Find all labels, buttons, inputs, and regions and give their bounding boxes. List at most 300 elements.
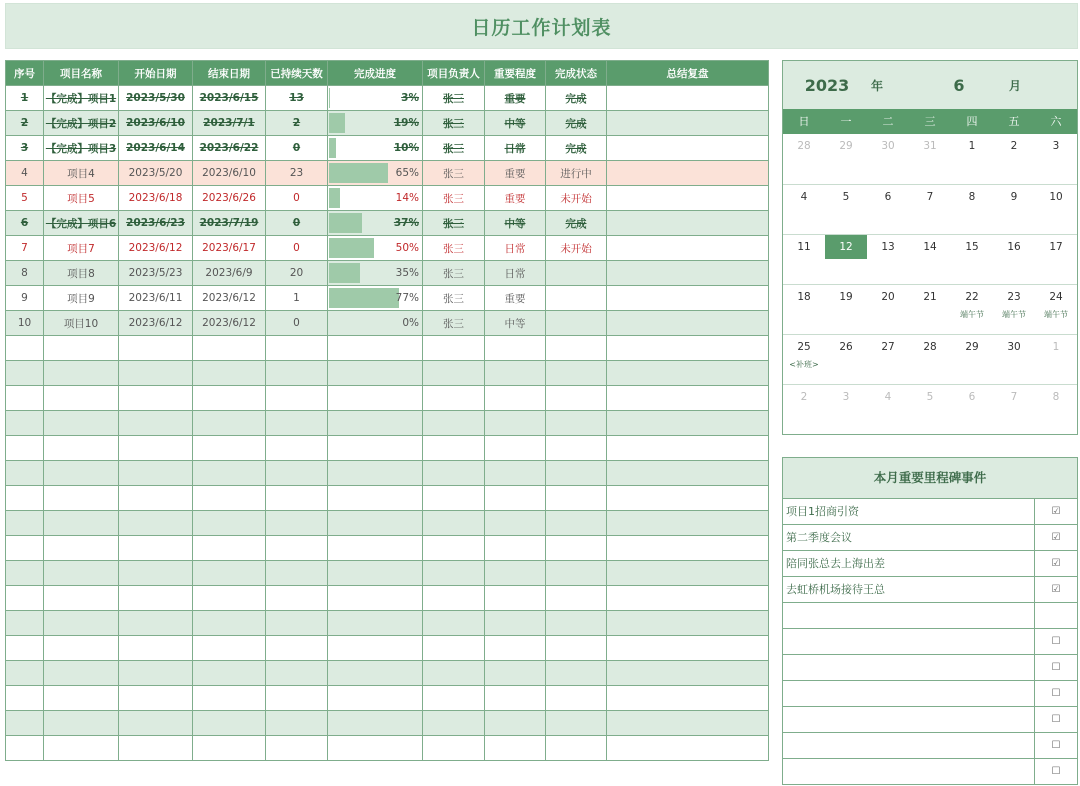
calendar-day[interactable] xyxy=(783,385,825,434)
empty-cell[interactable] xyxy=(266,536,328,561)
cell-end[interactable]: 2023/6/12 xyxy=(193,311,266,336)
table-row-empty[interactable] xyxy=(6,561,769,586)
empty-cell[interactable] xyxy=(266,736,328,761)
checked-checkbox-icon[interactable]: ☑ xyxy=(1051,506,1061,517)
empty-cell[interactable] xyxy=(266,636,328,661)
cell-status[interactable]: 完成 xyxy=(546,211,607,236)
empty-cell[interactable] xyxy=(546,486,607,511)
empty-cell[interactable] xyxy=(485,386,546,411)
empty-cell[interactable] xyxy=(6,736,44,761)
cell-end[interactable]: 2023/7/1 xyxy=(193,111,266,136)
cell-no[interactable]: 2 xyxy=(6,111,44,136)
cell-name[interactable]: 项目5 xyxy=(44,186,119,211)
empty-cell[interactable] xyxy=(193,711,266,736)
empty-cell[interactable] xyxy=(607,636,769,661)
calendar-day[interactable] xyxy=(825,134,867,184)
empty-cell[interactable] xyxy=(119,636,193,661)
empty-cell[interactable] xyxy=(607,486,769,511)
empty-cell[interactable] xyxy=(119,611,193,636)
empty-cell[interactable] xyxy=(485,636,546,661)
progress-cell[interactable] xyxy=(328,136,423,161)
empty-cell[interactable] xyxy=(266,511,328,536)
empty-cell[interactable] xyxy=(119,361,193,386)
table-row-empty[interactable] xyxy=(6,386,769,411)
empty-cell[interactable] xyxy=(6,361,44,386)
cell-no[interactable]: 5 xyxy=(6,186,44,211)
empty-cell[interactable] xyxy=(485,611,546,636)
empty-cell[interactable] xyxy=(6,336,44,361)
cell-end[interactable]: 2023/6/9 xyxy=(193,261,266,286)
empty-cell[interactable] xyxy=(6,461,44,486)
empty-cell[interactable] xyxy=(119,411,193,436)
empty-cell[interactable] xyxy=(607,336,769,361)
calendar-day[interactable] xyxy=(825,335,867,384)
cell-end[interactable]: 2023/6/12 xyxy=(193,286,266,311)
empty-cell[interactable] xyxy=(44,336,119,361)
calendar-day[interactable] xyxy=(1035,185,1077,234)
milestone-text[interactable] xyxy=(783,733,1035,758)
cell-start[interactable]: 2023/6/10 xyxy=(119,111,193,136)
cell-start[interactable]: 2023/6/23 xyxy=(119,211,193,236)
cell-end[interactable]: 2023/6/15 xyxy=(193,86,266,111)
calendar-day[interactable] xyxy=(825,385,867,434)
empty-cell[interactable] xyxy=(119,336,193,361)
cell-owner[interactable]: 张三 xyxy=(423,161,485,186)
table-row[interactable] xyxy=(6,111,769,136)
calendar-day[interactable] xyxy=(825,185,867,234)
calendar-day[interactable] xyxy=(909,235,951,284)
empty-cell[interactable] xyxy=(193,611,266,636)
calendar-day[interactable] xyxy=(909,335,951,384)
cell-status[interactable]: 未开始 xyxy=(546,236,607,261)
progress-cell[interactable] xyxy=(328,261,423,286)
empty-cell[interactable] xyxy=(423,636,485,661)
calendar-day[interactable] xyxy=(1035,385,1077,434)
table-row-empty[interactable] xyxy=(6,361,769,386)
cell-summary[interactable] xyxy=(607,211,769,236)
cell-summary[interactable] xyxy=(607,111,769,136)
empty-cell[interactable] xyxy=(6,686,44,711)
cell-start[interactable]: 2023/5/30 xyxy=(119,86,193,111)
cell-owner[interactable]: 张三 xyxy=(423,86,485,111)
table-row-empty[interactable] xyxy=(6,511,769,536)
empty-cell[interactable] xyxy=(607,461,769,486)
empty-cell[interactable] xyxy=(193,511,266,536)
empty-cell[interactable] xyxy=(485,711,546,736)
cell-end[interactable]: 2023/7/19 xyxy=(193,211,266,236)
empty-cell[interactable] xyxy=(423,611,485,636)
table-row[interactable] xyxy=(6,86,769,111)
empty-cell[interactable] xyxy=(6,536,44,561)
empty-cell[interactable] xyxy=(119,561,193,586)
cell-end[interactable]: 2023/6/22 xyxy=(193,136,266,161)
table-row-empty[interactable] xyxy=(6,686,769,711)
calendar-day[interactable] xyxy=(909,285,951,334)
empty-cell[interactable] xyxy=(44,436,119,461)
milestone-text[interactable] xyxy=(783,681,1035,706)
cell-name[interactable]: 项目10 xyxy=(44,311,119,336)
empty-cell[interactable] xyxy=(266,411,328,436)
empty-cell[interactable] xyxy=(44,586,119,611)
empty-cell[interactable] xyxy=(266,586,328,611)
checkbox-icon[interactable]: ☐ xyxy=(1051,688,1061,699)
cell-level[interactable]: 中等 xyxy=(485,211,546,236)
empty-cell[interactable] xyxy=(485,586,546,611)
empty-cell[interactable] xyxy=(607,361,769,386)
empty-cell[interactable] xyxy=(44,636,119,661)
empty-cell[interactable] xyxy=(485,736,546,761)
calendar-day[interactable] xyxy=(783,235,825,284)
progress-cell[interactable] xyxy=(328,311,423,336)
milestone-text[interactable] xyxy=(783,655,1035,680)
cell-start[interactable]: 2023/6/11 xyxy=(119,286,193,311)
checked-checkbox-icon[interactable]: ☑ xyxy=(1051,558,1061,569)
empty-cell[interactable] xyxy=(485,361,546,386)
table-row-empty[interactable] xyxy=(6,736,769,761)
empty-cell[interactable] xyxy=(193,586,266,611)
empty-cell[interactable] xyxy=(607,686,769,711)
empty-cell[interactable] xyxy=(485,536,546,561)
empty-cell[interactable] xyxy=(266,361,328,386)
empty-cell[interactable] xyxy=(328,436,423,461)
calendar-day[interactable] xyxy=(825,285,867,334)
empty-cell[interactable] xyxy=(485,511,546,536)
cell-owner[interactable]: 张三 xyxy=(423,186,485,211)
empty-cell[interactable] xyxy=(193,361,266,386)
empty-cell[interactable] xyxy=(193,486,266,511)
empty-cell[interactable] xyxy=(607,511,769,536)
cell-owner[interactable]: 张三 xyxy=(423,311,485,336)
empty-cell[interactable] xyxy=(44,561,119,586)
empty-cell[interactable] xyxy=(328,411,423,436)
table-row[interactable] xyxy=(6,236,769,261)
cell-name[interactable]: 【完成】项目1 xyxy=(44,86,119,111)
calendar-day[interactable] xyxy=(1035,134,1077,184)
calendar-day[interactable] xyxy=(867,285,909,334)
table-row-empty[interactable] xyxy=(6,461,769,486)
empty-cell[interactable] xyxy=(485,461,546,486)
cell-no[interactable]: 7 xyxy=(6,236,44,261)
empty-cell[interactable] xyxy=(546,336,607,361)
cell-start[interactable]: 2023/6/12 xyxy=(119,236,193,261)
checkbox-icon[interactable]: ☐ xyxy=(1051,740,1061,751)
empty-cell[interactable] xyxy=(423,486,485,511)
cell-start[interactable]: 2023/6/12 xyxy=(119,311,193,336)
empty-cell[interactable] xyxy=(193,386,266,411)
empty-cell[interactable] xyxy=(485,411,546,436)
calendar-day[interactable] xyxy=(1035,235,1077,284)
calendar-day[interactable] xyxy=(1035,335,1077,384)
cell-level[interactable]: 日常 xyxy=(485,261,546,286)
calendar-day[interactable] xyxy=(867,385,909,434)
empty-cell[interactable] xyxy=(193,411,266,436)
cell-start[interactable]: 2023/5/20 xyxy=(119,161,193,186)
empty-cell[interactable] xyxy=(423,461,485,486)
empty-cell[interactable] xyxy=(423,336,485,361)
table-row[interactable] xyxy=(6,311,769,336)
empty-cell[interactable] xyxy=(546,686,607,711)
empty-cell[interactable] xyxy=(44,411,119,436)
empty-cell[interactable] xyxy=(44,711,119,736)
checkbox-icon[interactable]: ☐ xyxy=(1051,714,1061,725)
cell-status[interactable]: 未开始 xyxy=(546,186,607,211)
empty-cell[interactable] xyxy=(485,686,546,711)
cell-level[interactable]: 中等 xyxy=(485,111,546,136)
empty-cell[interactable] xyxy=(546,536,607,561)
empty-cell[interactable] xyxy=(193,561,266,586)
cell-owner[interactable]: 张三 xyxy=(423,136,485,161)
cell-name[interactable]: 项目7 xyxy=(44,236,119,261)
table-row-empty[interactable] xyxy=(6,586,769,611)
cell-level[interactable]: 重要 xyxy=(485,286,546,311)
table-row-empty[interactable] xyxy=(6,711,769,736)
empty-cell[interactable] xyxy=(328,561,423,586)
empty-cell[interactable] xyxy=(44,736,119,761)
progress-cell[interactable] xyxy=(328,211,423,236)
empty-cell[interactable] xyxy=(607,561,769,586)
empty-cell[interactable] xyxy=(423,561,485,586)
empty-cell[interactable] xyxy=(607,436,769,461)
cell-days[interactable]: 1 xyxy=(266,286,328,311)
empty-cell[interactable] xyxy=(328,736,423,761)
empty-cell[interactable] xyxy=(607,661,769,686)
table-row-empty[interactable] xyxy=(6,411,769,436)
cell-owner[interactable]: 张三 xyxy=(423,236,485,261)
cell-status[interactable] xyxy=(546,286,607,311)
milestone-text[interactable] xyxy=(783,759,1035,784)
empty-cell[interactable] xyxy=(607,411,769,436)
empty-cell[interactable] xyxy=(6,611,44,636)
empty-cell[interactable] xyxy=(328,711,423,736)
calendar-day[interactable] xyxy=(993,335,1035,384)
progress-cell[interactable] xyxy=(328,286,423,311)
empty-cell[interactable] xyxy=(6,436,44,461)
cell-no[interactable]: 3 xyxy=(6,136,44,161)
empty-cell[interactable] xyxy=(44,661,119,686)
progress-cell[interactable] xyxy=(328,161,423,186)
empty-cell[interactable] xyxy=(266,461,328,486)
empty-cell[interactable] xyxy=(193,736,266,761)
table-row-empty[interactable] xyxy=(6,636,769,661)
calendar-day[interactable] xyxy=(909,385,951,434)
empty-cell[interactable] xyxy=(119,536,193,561)
milestone-text[interactable] xyxy=(783,629,1035,654)
cell-summary[interactable] xyxy=(607,286,769,311)
cell-level[interactable]: 重要 xyxy=(485,186,546,211)
cell-level[interactable]: 日常 xyxy=(485,236,546,261)
checkbox-icon[interactable]: ☐ xyxy=(1051,766,1061,777)
empty-cell[interactable] xyxy=(266,561,328,586)
empty-cell[interactable] xyxy=(485,336,546,361)
empty-cell[interactable] xyxy=(44,386,119,411)
calendar-day[interactable] xyxy=(909,134,951,184)
milestone-text[interactable] xyxy=(783,603,1035,628)
cell-end[interactable]: 2023/6/17 xyxy=(193,236,266,261)
empty-cell[interactable] xyxy=(266,711,328,736)
checkbox-icon[interactable]: ☐ xyxy=(1051,662,1061,673)
empty-cell[interactable] xyxy=(193,636,266,661)
empty-cell[interactable] xyxy=(328,661,423,686)
calendar-day[interactable] xyxy=(909,185,951,234)
empty-cell[interactable] xyxy=(423,686,485,711)
empty-cell[interactable] xyxy=(607,536,769,561)
empty-cell[interactable] xyxy=(6,486,44,511)
cell-days[interactable]: 0 xyxy=(266,211,328,236)
cell-no[interactable]: 9 xyxy=(6,286,44,311)
calendar-day[interactable] xyxy=(951,285,993,334)
empty-cell[interactable] xyxy=(607,611,769,636)
empty-cell[interactable] xyxy=(546,561,607,586)
empty-cell[interactable] xyxy=(266,661,328,686)
progress-cell[interactable] xyxy=(328,86,423,111)
empty-cell[interactable] xyxy=(6,586,44,611)
empty-cell[interactable] xyxy=(546,386,607,411)
cell-name[interactable]: 【完成】项目6 xyxy=(44,211,119,236)
table-row[interactable] xyxy=(6,161,769,186)
table-row[interactable] xyxy=(6,186,769,211)
empty-cell[interactable] xyxy=(423,711,485,736)
empty-cell[interactable] xyxy=(193,536,266,561)
calendar-day[interactable] xyxy=(783,185,825,234)
milestone-text[interactable]: 第二季度会议 xyxy=(783,525,1035,550)
empty-cell[interactable] xyxy=(328,586,423,611)
empty-cell[interactable] xyxy=(6,636,44,661)
calendar-day[interactable] xyxy=(951,235,993,284)
empty-cell[interactable] xyxy=(328,536,423,561)
empty-cell[interactable] xyxy=(6,711,44,736)
checked-checkbox-icon[interactable]: ☑ xyxy=(1051,532,1061,543)
cell-name[interactable]: 【完成】项目3 xyxy=(44,136,119,161)
cell-days[interactable]: 20 xyxy=(266,261,328,286)
empty-cell[interactable] xyxy=(119,436,193,461)
empty-cell[interactable] xyxy=(328,361,423,386)
empty-cell[interactable] xyxy=(423,586,485,611)
cell-owner[interactable]: 张三 xyxy=(423,286,485,311)
empty-cell[interactable] xyxy=(266,336,328,361)
cell-status[interactable]: 完成 xyxy=(546,86,607,111)
calendar-day[interactable] xyxy=(993,385,1035,434)
table-row-empty[interactable] xyxy=(6,336,769,361)
milestone-text[interactable]: 项目1招商引资 xyxy=(783,499,1035,524)
empty-cell[interactable] xyxy=(44,686,119,711)
empty-cell[interactable] xyxy=(328,511,423,536)
empty-cell[interactable] xyxy=(119,686,193,711)
checked-checkbox-icon[interactable]: ☑ xyxy=(1051,584,1061,595)
calendar-day[interactable] xyxy=(951,385,993,434)
empty-cell[interactable] xyxy=(423,536,485,561)
empty-cell[interactable] xyxy=(119,586,193,611)
cell-status[interactable]: 完成 xyxy=(546,111,607,136)
empty-cell[interactable] xyxy=(546,361,607,386)
table-row[interactable] xyxy=(6,261,769,286)
cell-level[interactable]: 重要 xyxy=(485,161,546,186)
empty-cell[interactable] xyxy=(485,561,546,586)
cell-days[interactable]: 0 xyxy=(266,236,328,261)
empty-cell[interactable] xyxy=(44,486,119,511)
empty-cell[interactable] xyxy=(546,736,607,761)
empty-cell[interactable] xyxy=(266,436,328,461)
cell-summary[interactable] xyxy=(607,86,769,111)
empty-cell[interactable] xyxy=(193,461,266,486)
empty-cell[interactable] xyxy=(266,386,328,411)
empty-cell[interactable] xyxy=(607,711,769,736)
empty-cell[interactable] xyxy=(546,436,607,461)
cell-summary[interactable] xyxy=(607,311,769,336)
empty-cell[interactable] xyxy=(546,461,607,486)
empty-cell[interactable] xyxy=(485,436,546,461)
empty-cell[interactable] xyxy=(423,436,485,461)
empty-cell[interactable] xyxy=(193,661,266,686)
progress-cell[interactable] xyxy=(328,236,423,261)
calendar-month[interactable]: 6 xyxy=(953,75,965,95)
calendar-day[interactable] xyxy=(993,185,1035,234)
empty-cell[interactable] xyxy=(423,361,485,386)
cell-start[interactable]: 2023/5/23 xyxy=(119,261,193,286)
empty-cell[interactable] xyxy=(607,586,769,611)
empty-cell[interactable] xyxy=(119,711,193,736)
cell-end[interactable]: 2023/6/26 xyxy=(193,186,266,211)
empty-cell[interactable] xyxy=(328,611,423,636)
empty-cell[interactable] xyxy=(119,736,193,761)
cell-summary[interactable] xyxy=(607,161,769,186)
empty-cell[interactable] xyxy=(485,661,546,686)
empty-cell[interactable] xyxy=(44,461,119,486)
calendar-day[interactable] xyxy=(867,134,909,184)
cell-name[interactable]: 【完成】项目2 xyxy=(44,111,119,136)
calendar-day[interactable] xyxy=(1035,285,1077,334)
milestone-text[interactable] xyxy=(783,707,1035,732)
empty-cell[interactable] xyxy=(423,386,485,411)
empty-cell[interactable] xyxy=(423,736,485,761)
calendar-day[interactable] xyxy=(783,335,825,384)
cell-days[interactable]: 2 xyxy=(266,111,328,136)
calendar-day[interactable] xyxy=(825,235,867,284)
empty-cell[interactable] xyxy=(44,611,119,636)
cell-days[interactable]: 23 xyxy=(266,161,328,186)
calendar-day[interactable] xyxy=(951,185,993,234)
calendar-day[interactable] xyxy=(867,235,909,284)
cell-days[interactable]: 0 xyxy=(266,311,328,336)
cell-days[interactable]: 13 xyxy=(266,86,328,111)
milestone-text[interactable]: 陪同张总去上海出差 xyxy=(783,551,1035,576)
empty-cell[interactable] xyxy=(193,686,266,711)
table-row-empty[interactable] xyxy=(6,486,769,511)
cell-owner[interactable]: 张三 xyxy=(423,211,485,236)
cell-summary[interactable] xyxy=(607,236,769,261)
empty-cell[interactable] xyxy=(328,636,423,661)
cell-days[interactable]: 0 xyxy=(266,136,328,161)
milestone-text[interactable]: 去虹桥机场接待王总 xyxy=(783,577,1035,602)
calendar-day[interactable] xyxy=(867,185,909,234)
cell-name[interactable]: 项目8 xyxy=(44,261,119,286)
progress-cell[interactable] xyxy=(328,111,423,136)
cell-summary[interactable] xyxy=(607,261,769,286)
empty-cell[interactable] xyxy=(546,661,607,686)
cell-end[interactable]: 2023/6/10 xyxy=(193,161,266,186)
cell-no[interactable]: 6 xyxy=(6,211,44,236)
empty-cell[interactable] xyxy=(546,611,607,636)
empty-cell[interactable] xyxy=(266,486,328,511)
cell-start[interactable]: 2023/6/18 xyxy=(119,186,193,211)
cell-status[interactable] xyxy=(546,311,607,336)
empty-cell[interactable] xyxy=(423,661,485,686)
cell-level[interactable]: 日常 xyxy=(485,136,546,161)
cell-name[interactable]: 项目4 xyxy=(44,161,119,186)
empty-cell[interactable] xyxy=(44,511,119,536)
empty-cell[interactable] xyxy=(266,611,328,636)
empty-cell[interactable] xyxy=(119,511,193,536)
table-row[interactable] xyxy=(6,286,769,311)
